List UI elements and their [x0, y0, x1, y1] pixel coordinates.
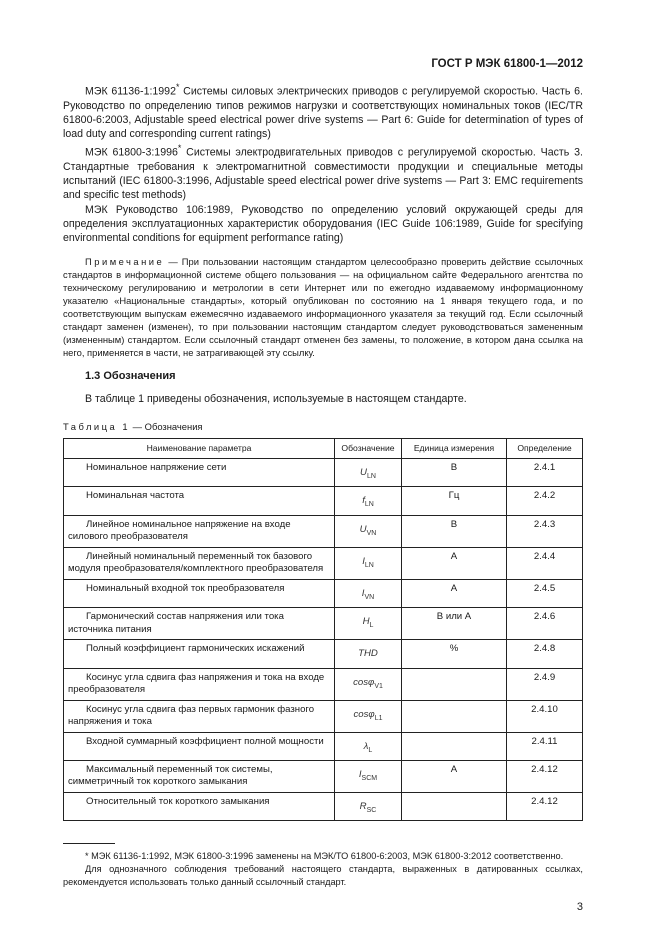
reference-2	[63, 141, 583, 202]
symbol: cosφ	[353, 676, 375, 688]
param-name: Номинальное напряжение сети	[64, 458, 335, 486]
param-name: Линейный номинальный переменный ток базового модуля преобразователя/комплектного преобразователя	[64, 547, 335, 579]
param-unit	[402, 668, 507, 700]
table-row	[64, 732, 583, 760]
param-definition: 2.4.6	[507, 608, 583, 640]
column-header: Наименование параметра	[64, 438, 335, 458]
param-name: Косинус угла сдвига фаз напряжения и тока на входе преобразователя	[64, 668, 335, 700]
symbol: I	[358, 768, 362, 780]
table-header-row	[64, 438, 583, 458]
table-row	[64, 515, 583, 547]
ref-id: МЭК Руководство 106:1989,	[85, 203, 234, 216]
symbol: R	[359, 800, 367, 812]
param-symbol	[335, 579, 402, 607]
symbol-subscript: V1	[374, 682, 383, 690]
symbol: I	[362, 555, 365, 567]
ref-text: Руководство по определению условий окружающей среды для определения эксплуатационных характеристик оборудования (IEC Guide 106:1989, Guide for specifying environmental conditions for equipment performance rating)	[63, 203, 583, 245]
footnote: * МЭК 61136-1:1992, МЭК 61800-3:1996 заменены на МЭК/ТО 61800-6:2003, МЭК 61800-3:2012 соответственно.	[85, 851, 564, 862]
param-definition: 2.4.1	[507, 458, 583, 486]
table-row	[64, 792, 583, 820]
param-name: Косинус угла сдвига фаз первых гармоник фазного напряжения и тока	[64, 700, 335, 732]
table-row	[64, 608, 583, 640]
symbol: U	[359, 523, 367, 535]
param-symbol	[335, 547, 402, 579]
param-unit: В	[402, 458, 507, 486]
ref-id: МЭК 61800-3:1996	[85, 146, 178, 159]
column-header: Обозначение	[335, 438, 402, 458]
param-unit: Гц	[402, 487, 507, 515]
param-name: Максимальный переменный ток системы, симметричный ток короткого замыкания	[64, 760, 335, 792]
symbol-subscript: L	[368, 746, 373, 754]
param-unit: В или А	[402, 608, 507, 640]
param-definition: 2.4.2	[507, 487, 583, 515]
table-row	[64, 700, 583, 732]
param-definition: 2.4.9	[507, 668, 583, 700]
symbol: λ	[363, 740, 369, 752]
param-name: Линейное номинальное напряжение на входе силового преобразователя	[64, 515, 335, 547]
symbol-subscript: LN	[364, 561, 374, 569]
section-title: 1.3 Обозначения	[85, 370, 176, 383]
symbol-subscript: VN	[364, 593, 375, 601]
param-unit	[402, 700, 507, 732]
footnote-mark: *	[177, 143, 182, 154]
footnote-mark: *	[175, 82, 180, 92]
param-definition: 2.4.10	[507, 700, 583, 732]
param-symbol	[335, 487, 402, 515]
column-header: Единица измерения	[402, 438, 507, 458]
param-definition: 2.4.8	[507, 640, 583, 668]
symbol-subscript: VN	[366, 529, 377, 537]
page-number: 3	[576, 901, 583, 914]
note-label: Примечание	[85, 256, 165, 268]
param-name: Номинальная частота	[64, 487, 335, 515]
param-unit: %	[402, 640, 507, 668]
param-definition: 2.4.11	[507, 732, 583, 760]
param-definition: 2.4.5	[507, 579, 583, 607]
ref-text: Системы силовых электрических приводов с регулируемой скоростью. Часть 6. Руководство по определению типов режимов нагрузки и соответствующих номинальных токов (IEC/TR 61800-6:2003, Adjustable speed electrical power drive systems — Part 6: Guide for determination of types of load duty and corresponding current ratings)	[63, 85, 583, 141]
table-row	[64, 668, 583, 700]
caption-label: Таблица 1	[63, 420, 131, 432]
param-unit: В	[402, 515, 507, 547]
table-caption	[63, 420, 583, 434]
symbol: THD	[358, 648, 378, 660]
reference-3	[63, 203, 583, 246]
symbol-subscript: L1	[374, 714, 383, 722]
param-symbol	[335, 792, 402, 820]
param-unit: А	[402, 760, 507, 792]
column-header: Определение	[507, 438, 583, 458]
table-row	[64, 640, 583, 668]
page-body	[63, 80, 583, 821]
param-symbol	[335, 458, 402, 486]
symbol: cosφ	[353, 708, 375, 720]
footnote: Для однозначного соблюдения требований настоящего стандарта, выраженных в датированных ссылках, рекомендуется использовать только данный ссылочный стандарт.	[63, 864, 583, 888]
ref-text: Системы электродвигательных приводов с регулируемой скоростью. Часть 3. Стандартные требования к электромагнитной совместимости продукции и специальные методы испытаний (IEC 61800-3:1996, Adjustable speed electrical power drive systems — Part 3: EMC requirements and specific test methods)	[63, 146, 583, 202]
param-unit: А	[402, 579, 507, 607]
section-intro: В таблице 1 приведены обозначения, используемые в настоящем стандарте.	[85, 392, 467, 405]
note-text: — При пользовании настоящим стандартом целесообразно проверить действие ссылочных стандартов в информационной системе общего пользования — на официальном сайте Федерального агентства по техническому регулированию и метрологии в сети Интернет или по ежегодно издаваемому информационному указателю «Национальные стандарты», который опубликован по состоянию на 1 января текущего года, и по соответствующим выпускам ежемесячно издаваемого информационного указателя за текущий год. Если ссылочный стандарт заменен (изменен), то при пользовании настоящим стандартом следует руководствоваться замененным (измененным) стандартом. Если ссылочный стандарт отменен без замены, то положение, в котором дана ссылка на него, применяется в части, не затрагивающей эту ссылку.	[63, 256, 583, 359]
param-definition: 2.4.12	[507, 792, 583, 820]
table-row	[64, 487, 583, 515]
param-name: Относительный ток короткого замыкания	[64, 792, 335, 820]
param-name: Входной суммарный коэффициент полной мощности	[64, 732, 335, 760]
param-unit	[402, 792, 507, 820]
footnote-divider	[63, 843, 115, 844]
param-unit: А	[402, 547, 507, 579]
table-row	[64, 760, 583, 792]
reference-1	[63, 80, 583, 141]
param-symbol	[335, 760, 402, 792]
param-name: Гармонический состав напряжения или тока источника питания	[64, 608, 335, 640]
symbol-subscript: L	[369, 622, 374, 630]
param-symbol	[335, 668, 402, 700]
param-definition: 2.4.4	[507, 547, 583, 579]
param-symbol	[335, 732, 402, 760]
caption-text: — Обозначения	[130, 420, 203, 432]
symbol-subscript: LN	[364, 501, 374, 509]
param-definition: 2.4.3	[507, 515, 583, 547]
param-name: Полный коэффициент гармонических искажений	[64, 640, 335, 668]
symbol: I	[361, 587, 365, 599]
document-header: ГОСТ Р МЭК 61800-1—2012	[431, 58, 583, 70]
param-symbol	[335, 608, 402, 640]
symbol: U	[360, 466, 367, 478]
symbol-subscript: SC	[366, 806, 377, 814]
param-unit	[402, 732, 507, 760]
symbol: f	[362, 495, 365, 507]
param-name: Номинальный входной ток преобразователя	[64, 579, 335, 607]
ref-id: МЭК 61136-1:1992	[85, 85, 176, 98]
table-row	[64, 547, 583, 579]
param-symbol	[335, 700, 402, 732]
param-symbol	[335, 640, 402, 668]
footnotes	[63, 850, 583, 889]
symbols-table	[63, 438, 583, 821]
symbol: H	[362, 616, 370, 628]
table-row	[64, 579, 583, 607]
note	[63, 255, 583, 359]
table-row	[64, 458, 583, 486]
param-definition: 2.4.12	[507, 760, 583, 792]
symbol-subscript: SCM	[361, 774, 378, 782]
symbol-subscript: LN	[366, 472, 376, 480]
param-symbol	[335, 515, 402, 547]
